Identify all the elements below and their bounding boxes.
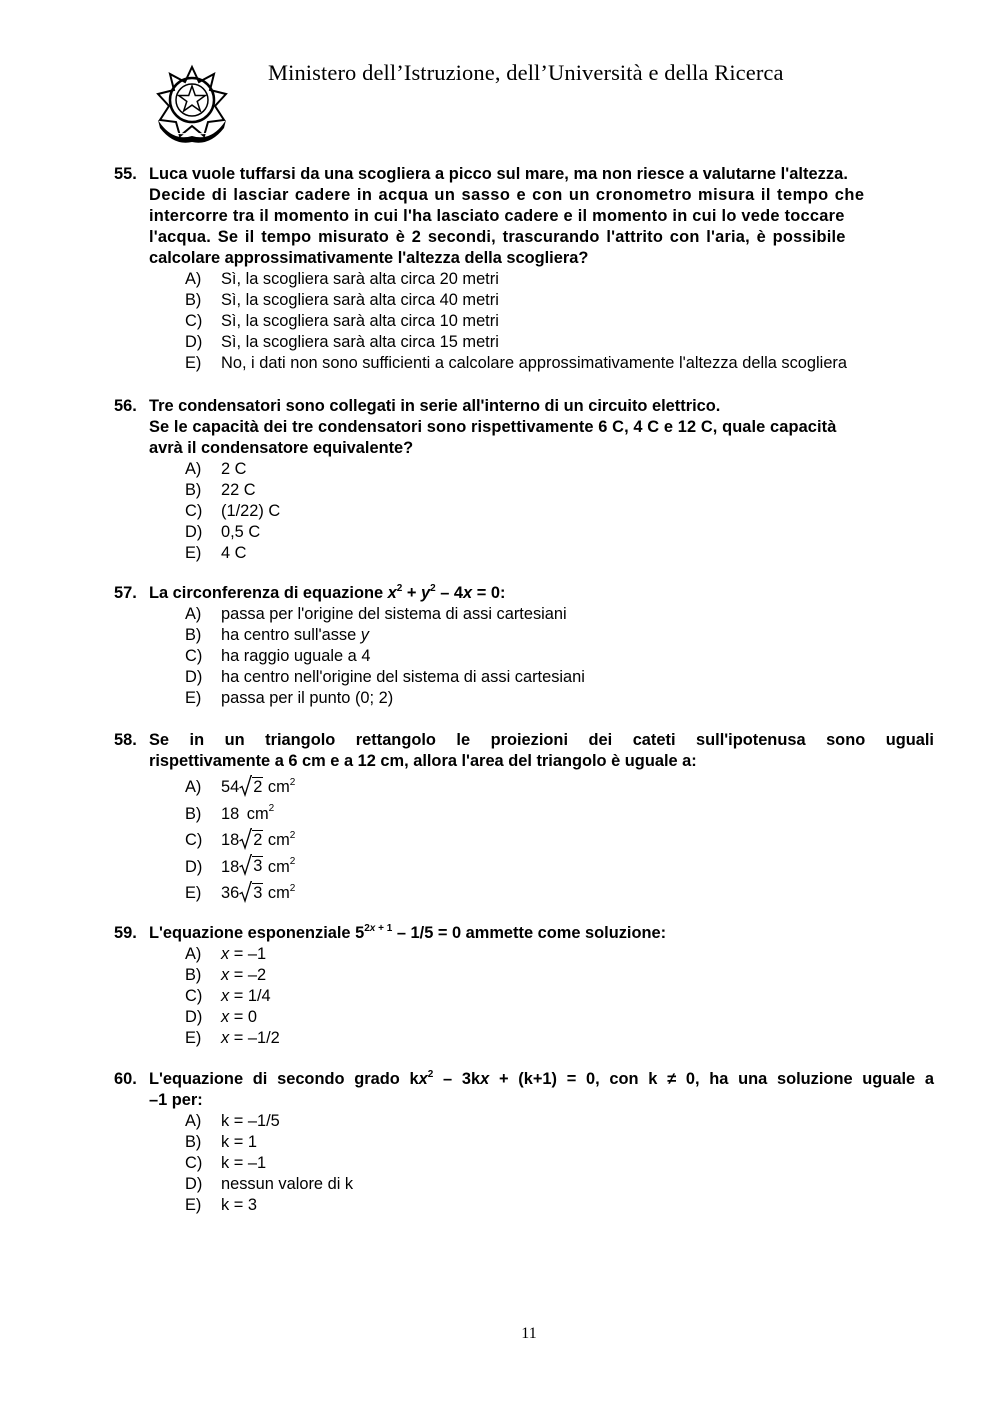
ministry-header-title: Ministero dell’Istruzione, dell’Università e della Ricerca (268, 60, 784, 85)
option-text: Sì, la scogliera sarà alta circa 15 metri (221, 333, 499, 351)
option-letter: A) (185, 1112, 202, 1130)
exponent-part: + 1 (375, 922, 393, 934)
option-letter: C) (185, 831, 203, 849)
unit: cm (246, 804, 269, 823)
unit-exponent: 2 (289, 776, 296, 788)
emblem-of-italy-icon (152, 62, 232, 144)
math-variable: y (360, 626, 369, 644)
option-letter: B) (185, 804, 202, 823)
question-line: Se le capacità dei tre condensatori sono rispettivamente 6 C, 4 C e 12 C, quale capacità (149, 418, 837, 436)
option-text (221, 965, 266, 986)
question-text-part: – 1/5 = 0 ammette come soluzione: (392, 924, 667, 942)
option-text-part: = –1 (229, 945, 267, 963)
option-text (221, 986, 271, 1007)
math-variable: x (221, 1008, 230, 1026)
answer-option[interactable] (114, 854, 934, 881)
math-exponent (364, 923, 392, 934)
option-text (221, 944, 266, 965)
option-letter: C) (185, 647, 203, 665)
answer-option[interactable] (114, 827, 934, 854)
option-letter: C) (185, 312, 203, 330)
answer-option[interactable] (114, 986, 934, 1007)
option-text: 2 C (221, 460, 247, 478)
option-text (221, 1028, 280, 1049)
question-text (149, 923, 934, 944)
coefficient: 18 (221, 804, 240, 823)
answer-option[interactable] (114, 522, 934, 543)
radical-sign-icon (239, 854, 252, 876)
option-text-part: = –2 (229, 966, 267, 984)
option-letter: A) (185, 460, 202, 478)
option-text: 22 C (221, 481, 256, 499)
answer-option[interactable] (114, 1195, 934, 1216)
option-text: Sì, la scogliera sarà alta circa 10 metri (221, 312, 499, 330)
option-text (221, 854, 295, 881)
math-variable: x (369, 922, 376, 934)
unit: cm (267, 778, 290, 796)
option-letter: B) (185, 1133, 202, 1151)
option-text-part: = 1/4 (229, 987, 271, 1005)
question-line: calcolare approssimativamente l'altezza della scogliera? (149, 249, 589, 267)
math-variable: x (418, 1070, 428, 1088)
option-text: k = 1 (221, 1133, 257, 1151)
answer-option[interactable] (114, 1174, 934, 1195)
question-text (149, 1069, 934, 1111)
option-letter: E) (185, 1196, 202, 1214)
option-letter: B) (185, 966, 202, 984)
answer-option[interactable] (114, 965, 934, 986)
option-letter: C) (185, 502, 203, 520)
option-text (221, 774, 295, 801)
coefficient: 18 (221, 857, 240, 876)
question-text-part: + (402, 584, 422, 602)
option-letter: A) (185, 945, 202, 963)
question-number: 55. (114, 165, 137, 183)
option-text: ha raggio uguale a 4 (221, 647, 371, 665)
option-letter: C) (185, 1154, 203, 1172)
page-number: 11 (521, 1325, 537, 1342)
question-text-part: L'equazione esponenziale 5 (149, 924, 365, 942)
answer-options (114, 944, 934, 1049)
option-letter: E) (185, 884, 202, 902)
option-text-part: ha centro sull'asse (221, 626, 361, 644)
question-number: 60. (114, 1070, 137, 1088)
question-line: Decide di lasciar cadere in acqua un sasso e con un cronometro misura il tempo che (149, 186, 865, 204)
option-text: k = –1/5 (221, 1112, 280, 1130)
radicand: 2 (253, 777, 263, 796)
option-text: Sì, la scogliera sarà alta circa 20 metri (221, 270, 499, 288)
option-text: k = –1 (221, 1154, 267, 1172)
question-text-part: – 4 (435, 584, 464, 602)
answer-option[interactable] (114, 688, 934, 709)
option-letter: D) (185, 668, 203, 686)
unit-exponent: 2 (289, 856, 296, 868)
question-line: Se in un triangolo rettangolo le proiezioni dei cateti sull'ipotenusa sono uguali (149, 731, 934, 749)
option-text-part: = –1/2 (229, 1029, 280, 1047)
unit-exponent: 2 (289, 829, 296, 841)
option-text (221, 827, 295, 854)
question-line: l'acqua. Se il tempo misurato è 2 secondi, trascurando l'attrito con l'aria, è possibile (149, 228, 846, 246)
answer-option[interactable] (114, 801, 934, 828)
option-text (221, 801, 274, 828)
answer-options (114, 774, 934, 907)
option-text-part: = 0 (229, 1008, 257, 1026)
answer-option[interactable] (114, 774, 934, 801)
math-exponent: 2 (396, 582, 403, 594)
radicand: 3 (253, 883, 263, 902)
square-root (239, 881, 263, 903)
answer-option[interactable] (114, 1132, 934, 1153)
answer-option[interactable] (114, 646, 934, 667)
question-59 (114, 923, 934, 1049)
option-letter: B) (185, 291, 202, 309)
option-text: passa per l'origine del sistema di assi cartesiani (221, 605, 567, 623)
answer-options (114, 459, 934, 564)
math-variable: x (221, 1029, 230, 1047)
option-letter: D) (185, 333, 203, 351)
option-letter: D) (185, 1175, 203, 1193)
math-exponent: 2 (430, 582, 436, 594)
math-variable: x (221, 987, 230, 1005)
math-variable: x (387, 584, 397, 602)
question-text-part: – 3k (433, 1070, 481, 1088)
answer-option[interactable] (114, 459, 934, 480)
question-text (149, 583, 934, 604)
option-text: passa per il punto (0; 2) (221, 689, 394, 707)
unit: cm (267, 831, 290, 849)
answer-option[interactable] (114, 501, 934, 522)
question-text (149, 164, 934, 269)
question-text-part: = 0: (472, 584, 506, 602)
option-text: (1/22) C (221, 502, 281, 520)
question-57 (114, 583, 934, 709)
answer-option[interactable] (114, 1111, 934, 1132)
question-55 (114, 164, 934, 374)
question-60 (114, 1069, 934, 1216)
answer-options (114, 269, 934, 374)
question-text-part: + (k+1) = 0, con k ≠ 0, ha una soluzione uguale a (489, 1070, 934, 1088)
coefficient: 36 (221, 884, 240, 902)
math-variable: x (221, 966, 230, 984)
question-56 (114, 396, 934, 564)
question-number: 56. (114, 397, 137, 415)
math-variable: y (421, 584, 431, 602)
answer-option[interactable] (114, 480, 934, 501)
answer-option[interactable] (114, 604, 934, 625)
coefficient: 18 (221, 831, 240, 849)
option-text: No, i dati non sono sufficienti a calcolare approssimativamente l'altezza della scogliera (221, 354, 848, 372)
question-number: 57. (114, 584, 137, 602)
answer-option[interactable] (114, 332, 934, 353)
answer-option[interactable] (114, 880, 934, 907)
unit: cm (267, 857, 290, 876)
option-letter: D) (185, 857, 203, 876)
coefficient: 54 (221, 778, 240, 796)
answer-option[interactable] (114, 353, 934, 374)
answer-option[interactable] (114, 290, 934, 311)
option-text: 0,5 C (221, 523, 261, 541)
option-text: k = 3 (221, 1196, 257, 1214)
unit-exponent: 2 (289, 882, 296, 894)
exponent-part: 2 (364, 922, 370, 934)
answer-options (114, 1111, 934, 1216)
option-text: 4 C (221, 544, 247, 562)
answer-option[interactable] (114, 1153, 934, 1174)
answer-option[interactable] (114, 1028, 934, 1049)
question-line (149, 1069, 934, 1090)
math-variable: x (221, 945, 230, 963)
question-text (149, 730, 934, 772)
option-letter: A) (185, 270, 202, 288)
math-exponent: 2 (427, 1068, 434, 1080)
option-letter: B) (185, 626, 202, 644)
option-text: ha centro nell'origine del sistema di assi cartesiani (221, 668, 585, 686)
square-root (239, 775, 263, 797)
square-root (239, 828, 263, 850)
option-letter: E) (185, 689, 202, 707)
option-letter: B) (185, 481, 202, 499)
option-text: nessun valore di k (221, 1175, 354, 1193)
question-number: 59. (114, 924, 137, 942)
answer-options (114, 604, 934, 709)
option-text (221, 1007, 257, 1028)
radical-sign-icon (239, 828, 252, 850)
unit-exponent: 2 (268, 803, 275, 815)
option-text: Sì, la scogliera sarà alta circa 40 metri (221, 291, 499, 309)
question-line: Luca vuole tuffarsi da una scogliera a picco sul mare, ma non riesce a valutarne l'altezza. (149, 165, 848, 183)
radicand: 2 (253, 830, 263, 849)
math-variable: x (480, 1070, 490, 1088)
option-letter: E) (185, 1029, 202, 1047)
question-line: avrà il condensatore equivalente? (149, 439, 414, 457)
radical-sign-icon (239, 775, 252, 797)
option-letter: E) (185, 354, 202, 372)
question-number: 58. (114, 731, 137, 749)
question-58 (114, 730, 934, 907)
option-letter: D) (185, 1008, 203, 1026)
answer-option[interactable] (114, 944, 934, 965)
answer-option[interactable] (114, 311, 934, 332)
option-letter: A) (185, 778, 202, 796)
question-text-part: L'equazione di secondo grado k (149, 1070, 419, 1088)
answer-option[interactable] (114, 269, 934, 290)
question-text-part: La circonferenza di equazione (149, 584, 388, 602)
question-line: rispettivamente a 6 cm e a 12 cm, allora l'area del triangolo è uguale a: (149, 752, 697, 770)
answer-option[interactable] (114, 543, 934, 564)
question-line: –1 per: (149, 1091, 203, 1109)
radical-sign-icon (239, 881, 252, 903)
option-text (221, 625, 369, 646)
question-line: Tre condensatori sono collegati in serie all'interno di un circuito elettrico. (149, 397, 721, 415)
radicand: 3 (253, 857, 263, 876)
option-letter: C) (185, 987, 203, 1005)
option-text (221, 880, 295, 907)
answer-option[interactable] (114, 625, 934, 646)
answer-option[interactable] (114, 1007, 934, 1028)
question-line: intercorre tra il momento in cui l'ha lasciato cadere e il momento in cui lo vede toccare (149, 207, 845, 225)
square-root (239, 854, 263, 876)
option-letter: E) (185, 544, 202, 562)
math-variable: x (463, 584, 473, 602)
question-text (149, 396, 934, 459)
option-letter: D) (185, 523, 203, 541)
unit: cm (267, 884, 290, 902)
answer-option[interactable] (114, 667, 934, 688)
option-letter: A) (185, 605, 202, 623)
